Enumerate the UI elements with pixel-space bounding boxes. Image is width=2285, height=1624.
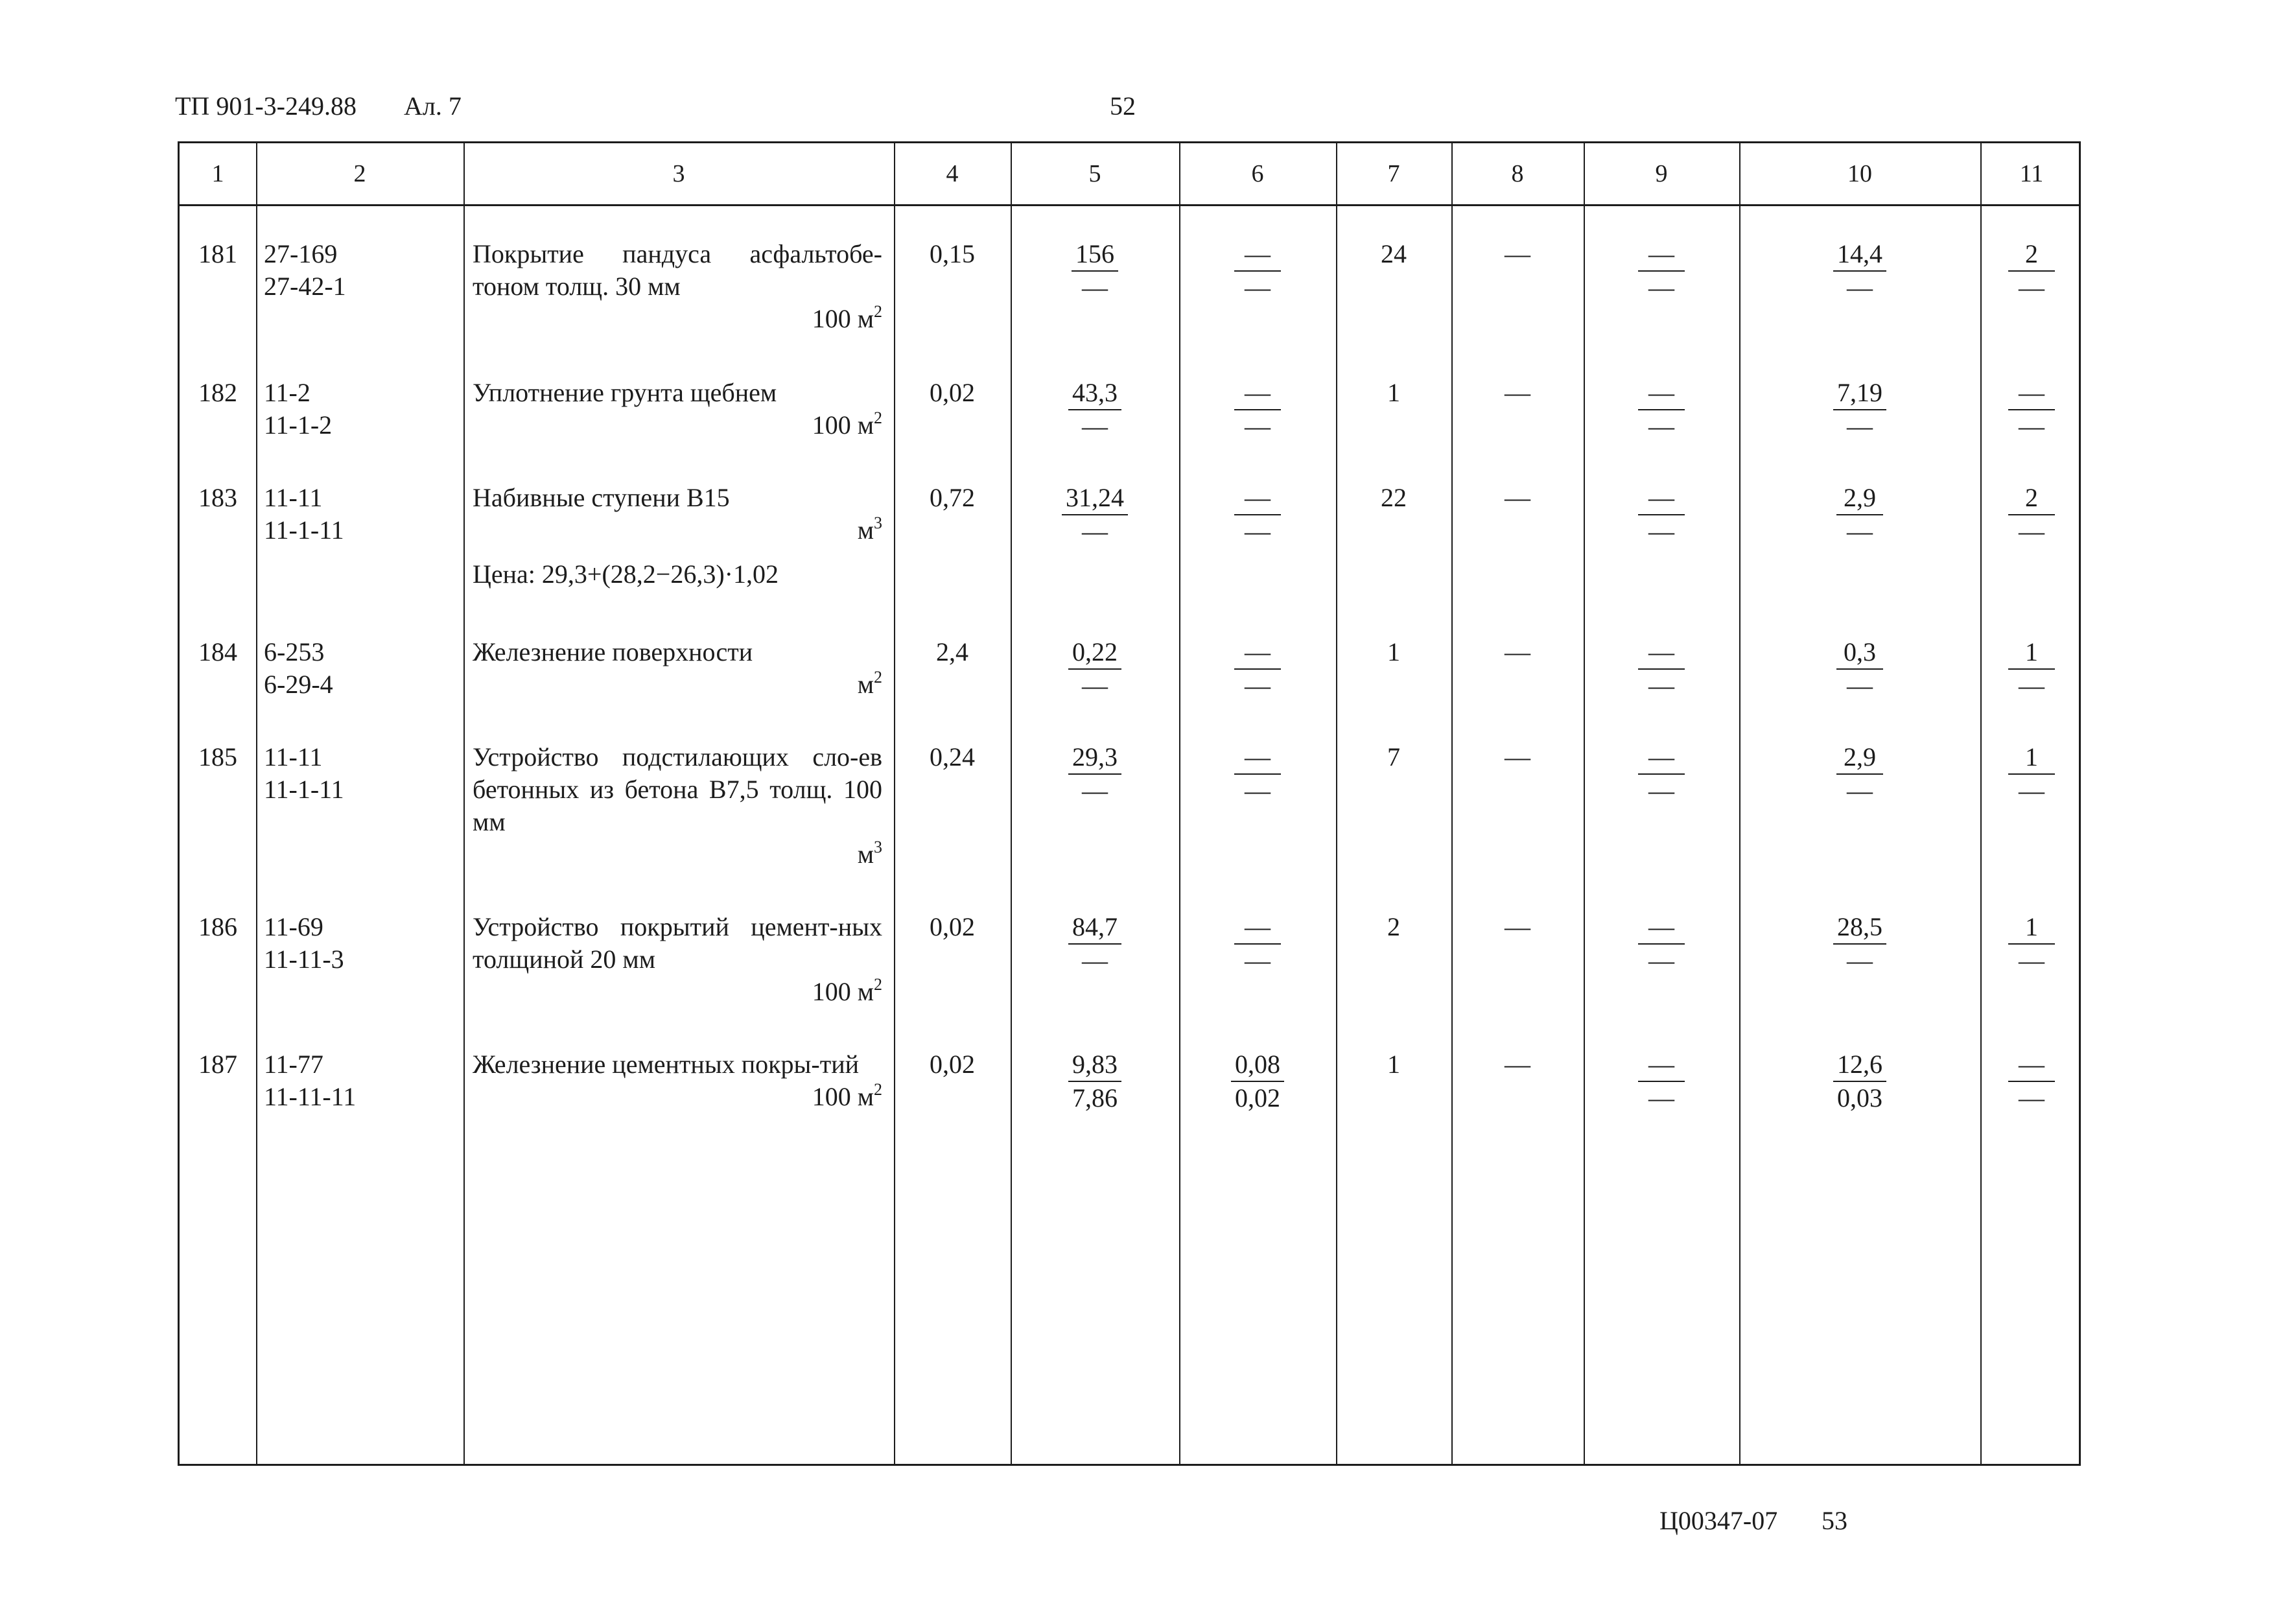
column-10-fraction <box>1833 1048 1886 1114</box>
column-10-fraction-denominator: — <box>1847 671 1873 700</box>
column-9-fraction-numerator: — <box>1638 911 1685 945</box>
work-description-text: Покрытие пандуса асфальтобе-тоном толщ. 30 мм <box>473 239 882 301</box>
column-11-fraction-denominator: — <box>2019 946 2045 975</box>
column-9-fraction <box>1638 741 1685 807</box>
column-9-fraction-denominator: — <box>1648 776 1674 805</box>
column-8-value: — <box>1505 483 1530 512</box>
quantity <box>894 1048 1011 1081</box>
quantity-value: 2,4 <box>936 637 968 666</box>
column-7-cell <box>1336 482 1451 514</box>
column-6-fraction-numerator: — <box>1234 238 1281 272</box>
column-number-header: 11 <box>2019 160 2044 187</box>
measure-unit-power: 2 <box>874 301 882 321</box>
column-9-fraction-numerator: — <box>1638 238 1685 272</box>
work-description-text: Железнение поверхности <box>473 637 753 666</box>
measure-unit-power: 2 <box>874 974 882 994</box>
column-11-fraction-numerator: 2 <box>2008 482 2055 515</box>
column-11-fraction <box>2008 911 2055 977</box>
row-number <box>180 741 256 773</box>
column-10-fraction <box>1836 741 1883 807</box>
column-11-fraction-numerator: 1 <box>2008 636 2055 670</box>
quantity <box>894 238 1011 270</box>
measure-unit-text: 100 м <box>812 304 874 333</box>
work-description-text: Набивные ступени В15 <box>473 483 730 512</box>
column-11-fraction <box>2008 482 2055 548</box>
column-5-fraction <box>1068 377 1121 443</box>
column-6-fraction <box>1234 238 1281 304</box>
column-11-fraction-denominator: — <box>2019 273 2045 302</box>
column-7-value: 1 <box>1387 637 1400 666</box>
column-5-fraction <box>1072 238 1118 304</box>
column-9-fraction-numerator: — <box>1638 741 1685 775</box>
column-6-fraction-numerator: — <box>1234 741 1281 775</box>
column-9-fraction <box>1638 238 1685 304</box>
work-description <box>463 1048 894 1113</box>
row-number <box>180 377 256 409</box>
column-6-fraction-denominator: — <box>1245 273 1271 302</box>
column-9-fraction-denominator: — <box>1648 671 1674 700</box>
column-11-fraction-numerator: 2 <box>2008 238 2055 272</box>
norm-code-secondary: 11-1-11 <box>264 775 344 804</box>
column-5-fraction-denominator: 7,86 <box>1072 1083 1118 1112</box>
column-9-fraction-denominator: — <box>1648 946 1674 975</box>
column-7-value: 1 <box>1387 378 1400 407</box>
norm-code-secondary: 27-42-1 <box>264 272 346 301</box>
column-divider <box>463 143 465 1464</box>
column-9-fraction <box>1638 636 1685 702</box>
column-6-fraction <box>1234 482 1281 548</box>
quantity <box>894 482 1011 514</box>
column-6-fraction-denominator: — <box>1245 517 1271 546</box>
measure-unit <box>473 514 882 547</box>
column-5-fraction-denominator: — <box>1082 946 1108 975</box>
norm-code-primary: 11-69 <box>264 912 323 941</box>
column-number-header: 8 <box>1511 160 1524 187</box>
column-10-fraction <box>1833 238 1886 304</box>
norm-code-secondary: 11-1-2 <box>264 410 333 440</box>
column-11-fraction-numerator: 1 <box>2008 741 2055 775</box>
work-description-text: Уплотнение грунта щебнем <box>473 378 777 407</box>
column-7-cell <box>1336 1048 1451 1081</box>
measure-unit-power: 2 <box>874 1079 882 1099</box>
quantity-value: 0,72 <box>930 483 975 512</box>
row-number-text: 185 <box>198 742 237 771</box>
norm-codes <box>256 1048 463 1113</box>
column-divider <box>1336 143 1337 1464</box>
norm-code-primary: 11-11 <box>264 483 323 512</box>
column-8-cell <box>1451 1048 1584 1081</box>
page-number: 52 <box>1110 91 1136 121</box>
column-7-cell <box>1336 636 1451 668</box>
row-number-text: 184 <box>198 637 237 666</box>
column-8-cell <box>1451 238 1584 270</box>
column-10-fraction-numerator: 14,4 <box>1833 238 1886 272</box>
measure-unit <box>473 1081 882 1113</box>
column-11-fraction-denominator: — <box>2019 1083 2045 1112</box>
column-6-fraction-denominator: — <box>1245 946 1271 975</box>
column-number-header: 1 <box>211 160 224 187</box>
work-description <box>463 636 894 701</box>
work-description <box>463 238 894 335</box>
measure-unit-text: м <box>857 840 874 869</box>
column-9-fraction-denominator: — <box>1648 273 1674 302</box>
column-5-fraction-denominator: — <box>1082 671 1108 700</box>
norm-code-primary: 11-11 <box>264 742 323 771</box>
column-11-fraction-numerator: — <box>2008 1048 2055 1082</box>
norm-code-primary: 11-77 <box>264 1050 323 1079</box>
column-8-value: — <box>1505 378 1530 407</box>
column-6-fraction-numerator: 0,08 <box>1231 1048 1284 1082</box>
footer-page-number: 53 <box>1822 1506 1847 1535</box>
price-formula: Цена: 29,3+(28,2−26,3)·1,02 <box>473 559 779 589</box>
column-number-header: 10 <box>1847 160 1872 187</box>
quantity-value: 0,24 <box>930 742 975 771</box>
column-9-fraction <box>1638 911 1685 977</box>
measure-unit <box>473 976 882 1008</box>
row-number <box>180 636 256 668</box>
column-8-value: — <box>1505 1050 1530 1079</box>
column-9-fraction <box>1638 482 1685 548</box>
quantity <box>894 911 1011 943</box>
column-8-cell <box>1451 636 1584 668</box>
column-5-fraction-denominator: — <box>1082 412 1108 441</box>
column-10-fraction <box>1833 377 1886 443</box>
quantity-value: 0,02 <box>930 1050 975 1079</box>
column-divider <box>1451 143 1453 1464</box>
measure-unit-power: 3 <box>874 837 882 856</box>
column-divider <box>1739 143 1740 1464</box>
column-11-fraction <box>2008 377 2055 443</box>
row-number-text: 187 <box>198 1050 237 1079</box>
column-5-fraction <box>1068 741 1121 807</box>
column-6-fraction-numerator: — <box>1234 482 1281 515</box>
column-5-fraction <box>1068 911 1121 977</box>
column-6-fraction-numerator: — <box>1234 636 1281 670</box>
measure-unit-text: 100 м <box>812 977 874 1006</box>
quantity-value: 0,02 <box>930 912 975 941</box>
work-description <box>463 377 894 441</box>
column-7-value: 1 <box>1387 1050 1400 1079</box>
column-5-fraction <box>1062 482 1128 548</box>
column-5-fraction-numerator: 0,22 <box>1068 636 1121 670</box>
column-9-fraction <box>1638 1048 1685 1114</box>
column-8-value: — <box>1505 239 1530 268</box>
column-5-fraction-numerator: 156 <box>1072 238 1118 272</box>
column-8-cell <box>1451 377 1584 409</box>
column-11-fraction <box>2008 741 2055 807</box>
column-8-cell <box>1451 911 1584 943</box>
norm-codes <box>256 741 463 806</box>
column-11-fraction-numerator: — <box>2008 377 2055 410</box>
quantity <box>894 377 1011 409</box>
measure-unit-text: м <box>857 670 874 699</box>
norm-code-secondary: 11-11-11 <box>264 1082 357 1111</box>
column-number-header: 6 <box>1251 160 1264 187</box>
column-7-cell <box>1336 741 1451 773</box>
norm-codes <box>256 377 463 441</box>
norm-code-secondary: 6-29-4 <box>264 670 333 699</box>
norm-code-primary: 11-2 <box>264 378 311 407</box>
column-9-fraction-numerator: — <box>1638 482 1685 515</box>
column-number-header: 2 <box>353 160 366 187</box>
quantity <box>894 636 1011 668</box>
column-11-fraction-denominator: — <box>2019 517 2045 546</box>
column-10-fraction-denominator: — <box>1847 776 1873 805</box>
archive-code: Ц00347-07 <box>1659 1506 1778 1535</box>
column-10-fraction-numerator: 7,19 <box>1833 377 1886 410</box>
column-5-fraction-numerator: 43,3 <box>1068 377 1121 410</box>
column-5-fraction <box>1068 636 1121 702</box>
quantity-value: 0,15 <box>930 239 975 268</box>
column-5-fraction-numerator: 29,3 <box>1068 741 1121 775</box>
measure-unit-power: 2 <box>874 667 882 687</box>
quantity-value: 0,02 <box>930 378 975 407</box>
column-7-value: 22 <box>1381 483 1407 512</box>
row-number <box>180 482 256 514</box>
column-6-fraction-denominator: — <box>1245 412 1271 441</box>
norm-code-primary: 27-169 <box>264 239 338 268</box>
column-6-fraction <box>1234 741 1281 807</box>
column-divider <box>894 143 895 1464</box>
column-6-fraction <box>1234 911 1281 977</box>
column-divider <box>1584 143 1585 1464</box>
column-8-value: — <box>1505 637 1530 666</box>
column-7-cell <box>1336 911 1451 943</box>
norm-codes <box>256 482 463 547</box>
measure-unit <box>473 409 882 441</box>
work-description-text: Устройство подстилающих сло-ев бетонных из бетона В7,5 толщ. 100 мм <box>473 742 882 836</box>
column-8-cell <box>1451 482 1584 514</box>
estimate-table <box>178 141 2081 1466</box>
column-5-fraction-numerator: 31,24 <box>1062 482 1128 515</box>
column-9-fraction-denominator: — <box>1648 1083 1674 1112</box>
row-number <box>180 1048 256 1081</box>
column-10-fraction-numerator: 2,9 <box>1836 741 1883 775</box>
column-10-fraction-denominator: — <box>1847 273 1873 302</box>
column-8-cell <box>1451 741 1584 773</box>
column-6-fraction <box>1231 1048 1284 1114</box>
column-6-fraction <box>1234 636 1281 702</box>
column-8-value: — <box>1505 742 1530 771</box>
norm-code-secondary: 11-11-3 <box>264 945 344 974</box>
norm-codes <box>256 636 463 701</box>
column-10-fraction-numerator: 28,5 <box>1833 911 1886 945</box>
measure-unit <box>473 838 882 871</box>
column-5-fraction-denominator: — <box>1082 517 1108 546</box>
column-11-fraction <box>2008 1048 2055 1114</box>
quantity <box>894 741 1011 773</box>
work-description-text: Железнение цементных покры-тий <box>473 1050 860 1079</box>
column-6-fraction-denominator: — <box>1245 671 1271 700</box>
column-divider <box>1179 143 1180 1464</box>
column-6-fraction-numerator: — <box>1234 377 1281 410</box>
norm-code-primary: 6-253 <box>264 637 325 666</box>
norm-codes <box>256 911 463 976</box>
column-5-fraction-denominator: — <box>1082 273 1108 302</box>
measure-unit-text: 100 м <box>812 1082 874 1111</box>
column-number-header: 9 <box>1655 160 1668 187</box>
column-5-fraction <box>1068 1048 1121 1114</box>
column-11-fraction-denominator: — <box>2019 412 2045 441</box>
column-9-fraction-denominator: — <box>1648 412 1674 441</box>
measure-unit-power: 2 <box>874 408 882 427</box>
sheet-number: Ал. 7 <box>404 91 462 121</box>
measure-unit-power: 3 <box>874 513 882 532</box>
column-6-fraction-numerator: — <box>1234 911 1281 945</box>
column-10-fraction-numerator: 0,3 <box>1836 636 1883 670</box>
column-7-value: 24 <box>1381 239 1407 268</box>
row-number-text: 181 <box>198 239 237 268</box>
row-number-text: 186 <box>198 912 237 941</box>
column-10-fraction-denominator: 0,03 <box>1837 1083 1882 1112</box>
work-description <box>463 482 894 591</box>
measure-unit <box>473 668 882 701</box>
column-5-fraction-denominator: — <box>1082 776 1108 805</box>
column-7-cell <box>1336 377 1451 409</box>
column-divider <box>1980 143 1982 1464</box>
column-divider <box>1011 143 1012 1464</box>
measure-unit <box>473 303 882 335</box>
column-11-fraction-denominator: — <box>2019 671 2045 700</box>
row-number-text: 182 <box>198 378 237 407</box>
column-10-fraction <box>1836 482 1883 548</box>
norm-code-secondary: 11-1-11 <box>264 515 344 545</box>
column-10-fraction <box>1833 911 1886 977</box>
column-9-fraction-numerator: — <box>1638 1048 1685 1082</box>
work-description <box>463 741 894 871</box>
column-6-fraction-denominator: — <box>1245 776 1271 805</box>
column-number-header: 5 <box>1088 160 1101 187</box>
row-number-text: 183 <box>198 483 237 512</box>
document-code: ТП 901-3-249.88 <box>175 91 357 121</box>
work-description <box>463 911 894 1008</box>
column-10-fraction <box>1836 636 1883 702</box>
column-8-value: — <box>1505 912 1530 941</box>
column-10-fraction-denominator: — <box>1847 517 1873 546</box>
column-10-fraction-numerator: 12,6 <box>1833 1048 1886 1082</box>
column-9-fraction-numerator: — <box>1638 636 1685 670</box>
column-number-header: 7 <box>1387 160 1400 187</box>
column-10-fraction-numerator: 2,9 <box>1836 482 1883 515</box>
column-divider <box>256 143 257 1464</box>
column-5-fraction-numerator: 84,7 <box>1068 911 1121 945</box>
column-10-fraction-denominator: — <box>1847 946 1873 975</box>
column-11-fraction-denominator: — <box>2019 776 2045 805</box>
column-11-fraction-numerator: 1 <box>2008 911 2055 945</box>
column-5-fraction-numerator: 9,83 <box>1068 1048 1121 1082</box>
column-10-fraction-denominator: — <box>1847 412 1873 441</box>
row-number <box>180 911 256 943</box>
column-9-fraction-numerator: — <box>1638 377 1685 410</box>
column-6-fraction-denominator: 0,02 <box>1235 1083 1280 1112</box>
norm-codes <box>256 238 463 303</box>
column-7-cell <box>1336 238 1451 270</box>
column-number-header: 4 <box>946 160 959 187</box>
column-11-fraction <box>2008 238 2055 304</box>
measure-unit-text: м <box>857 515 874 545</box>
column-6-fraction <box>1234 377 1281 443</box>
column-number-header: 3 <box>672 160 685 187</box>
work-description-text: Устройство покрытий цемент-ных толщиной 20 мм <box>473 912 882 974</box>
column-9-fraction <box>1638 377 1685 443</box>
measure-unit-text: 100 м <box>812 410 874 440</box>
column-7-value: 2 <box>1387 912 1400 941</box>
column-9-fraction-denominator: — <box>1648 517 1674 546</box>
column-11-fraction <box>2008 636 2055 702</box>
row-number <box>180 238 256 270</box>
column-7-value: 7 <box>1387 742 1400 771</box>
